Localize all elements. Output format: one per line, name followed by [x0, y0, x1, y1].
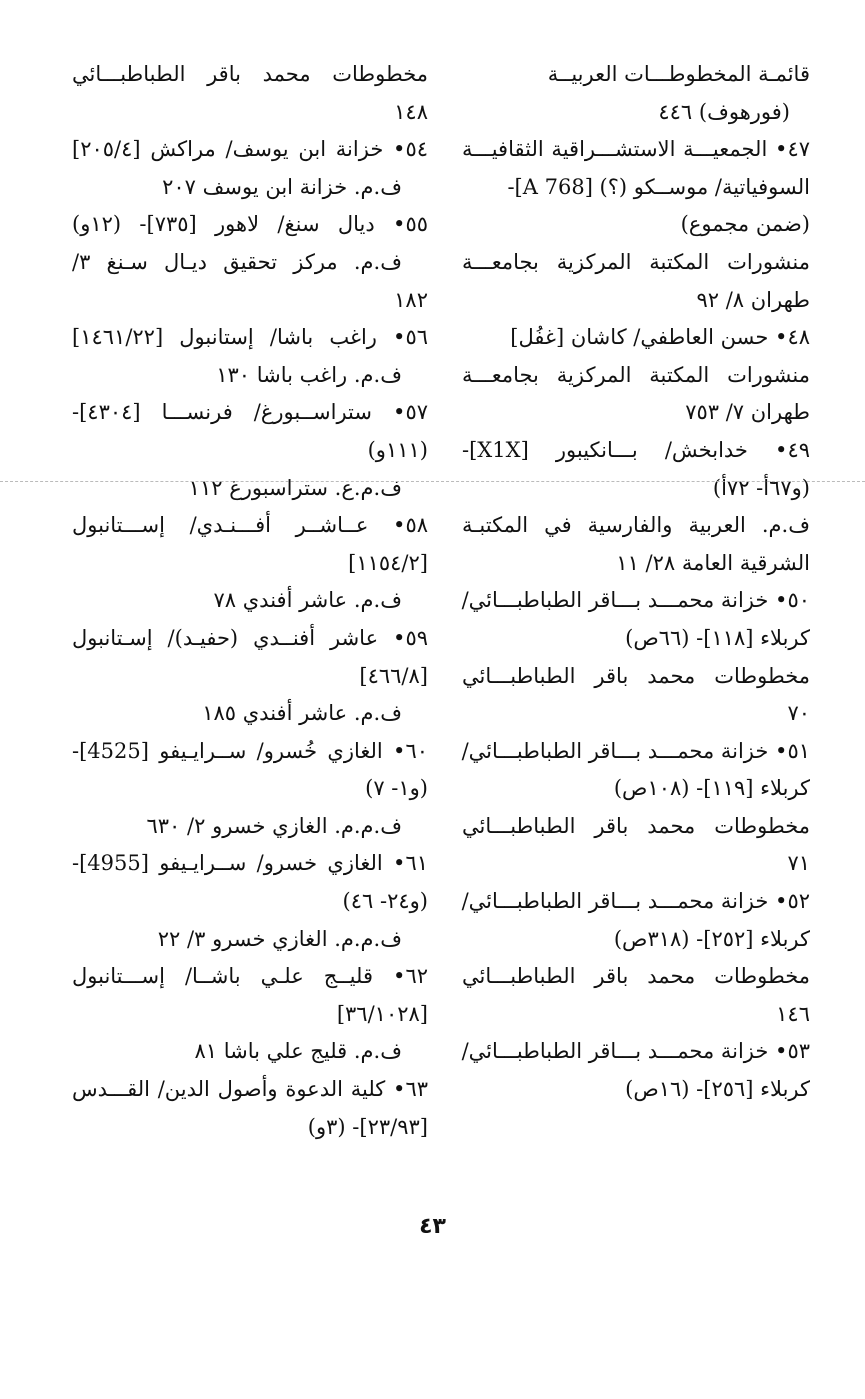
entry-line: (١١١و) — [367, 437, 428, 462]
entry-line: كربلاء [١١٩]- (١٠٨ص) — [613, 776, 810, 801]
entry-heading: ٤٩• خدابخش/ بـــانكيبور [X1X]- — [462, 437, 810, 462]
entry-line: ف.م.م. الغازي خسرو ٣/ ٢٢ — [157, 926, 402, 951]
scan-divider — [0, 481, 865, 482]
entry-line: ف.م.م. الغازي خسرو ٢/ ٦٣٠ — [146, 813, 402, 838]
entry-line: ف.م. العربية والفارسية في المكتبـة — [462, 513, 810, 538]
entry-line: الشرقية العامة ٢٨/ ١١ — [616, 550, 810, 575]
entry-line: السوفياتية/ موســكو (؟) [A 768]- — [507, 174, 810, 199]
entry-line: ف.م. خزانة ابن يوسف ٢٠٧ — [162, 174, 402, 199]
entry-line: منشورات المكتبة المركزية بجامعـــة — [462, 249, 810, 274]
entry-line: [٢٣/٩٣]- (٣و) — [307, 1114, 428, 1139]
entry-heading: ٥٩• عاشر أفنــدي (حفيـد)/ إسـتانبول — [72, 625, 428, 650]
entry-line: (فورهوف) ٤٤٦ — [658, 99, 790, 124]
entry-line: ١٤٦ — [776, 1001, 810, 1026]
entry-line: كربلاء [٢٥٦]- (١٦ص) — [625, 1077, 810, 1102]
entry-line: قائمـة المخطوطـــات العربيــة — [547, 62, 810, 86]
entry-line: مخطوطات محمد باقر الطباطبـــائي — [462, 663, 810, 688]
entry-line: [٣٦/١٠٢٨] — [336, 1001, 428, 1026]
entry-line: طهران ٧/ ٧٥٣ — [685, 400, 810, 425]
entry-line: ١٨٢ — [394, 287, 428, 312]
entry-line: [٤٦٦/٨] — [359, 663, 428, 688]
entry-heading: ٥٨• عــاشــر أفـــنـدي/ إســـتانبول — [72, 513, 428, 538]
entry-heading: ٥٤• خزانة ابن يوسف/ مراكش [٢٠٥/٤] — [72, 137, 428, 162]
entry-line: كربلاء [٢٥٢]- (٣١٨ص) — [613, 926, 810, 951]
entry-heading: ٥٥• ديال سنغ/ لاهور [٧٣٥]- (١٢و) — [72, 212, 428, 237]
right-column — [462, 56, 810, 1109]
entry-line: طهران ٨/ ٩٢ — [696, 287, 810, 312]
entry-line: مخطوطات محمد باقر الطباطبـــائي — [462, 964, 810, 989]
entry-heading: ٥٠• خزانة محمـــد بـــاقر الطباطبـــائي/ — [461, 588, 810, 613]
entry-heading: ٦٢• قليــج علـي باشــا/ إســـتانبول — [72, 964, 428, 989]
entry-line: كربلاء [١١٨]- (٦٦ص) — [625, 625, 810, 650]
entry-line: ١٤٨ — [394, 99, 428, 124]
left-column — [72, 56, 428, 1146]
entry-line: (و٢٤- ٤٦) — [342, 889, 428, 914]
entry-heading: ٥٧• ستراســبورغ/ فرنســـا [٤٣٠٤]- — [72, 400, 428, 425]
entry-heading: ٦٣• كلية الدعوة وأصول الدين/ القـــدس — [72, 1077, 428, 1102]
entry-heading: ٤٧• الجمعيـــة الاستشـــراقية الثقافيـــة — [462, 137, 810, 162]
entry-line: مخطوطات محمد باقر الطباطبـــائي — [72, 62, 428, 86]
entry-heading: ٥٦• راغب باشا/ إستانبول [١٤٦١/٢٢] — [72, 325, 428, 350]
entry-heading: ٤٨• حسن العاطفي/ كاشان [غفُل] — [510, 325, 810, 350]
entry-line: (و٦٧أ- ٧٢أ) — [712, 475, 810, 500]
entry-heading: ٦١• الغازي خسرو/ ســرايـيفو [4955]- — [72, 851, 428, 876]
page-number: ٤٣ — [419, 1214, 446, 1239]
entry-heading: ٥٣• خزانة محمـــد بـــاقر الطباطبـــائي/ — [461, 1039, 810, 1064]
entry-line: ف.م. مركز تحقيق ديـال سـنغ ٣/ — [72, 249, 402, 274]
entry-line: ف.م. راغب باشا ١٣٠ — [216, 362, 402, 387]
entry-line: ٧١ — [787, 851, 810, 876]
entry-line: [١١٥٤/٢] — [348, 550, 428, 575]
entry-line: ف.م. عاشر أفندي ١٨٥ — [202, 701, 402, 726]
entry-line: (ضمن مجموع) — [680, 212, 810, 237]
entry-line: ٧٠ — [787, 701, 810, 726]
entry-line: ف.م.ع. ستراسبورغ ١١٢ — [188, 475, 402, 500]
entry-heading: ٥٢• خزانة محمـــد بـــاقر الطباطبـــائي/ — [461, 889, 810, 914]
entry-line: ف.م. قليج علي باشا ٨١ — [194, 1039, 402, 1064]
entry-line: (و١- ٧) — [365, 776, 428, 801]
entry-line: ف.م. عاشر أفندي ٧٨ — [213, 588, 402, 613]
entry-line: مخطوطات محمد باقر الطباطبـــائي — [462, 813, 810, 838]
entry-heading: ٥١• خزانة محمـــد بـــاقر الطباطبـــائي/ — [461, 738, 810, 763]
entry-line: منشورات المكتبة المركزية بجامعـــة — [462, 362, 810, 387]
entry-heading: ٦٠• الغازي خُسرو/ ســرايـيفو [4525]- — [72, 738, 428, 763]
